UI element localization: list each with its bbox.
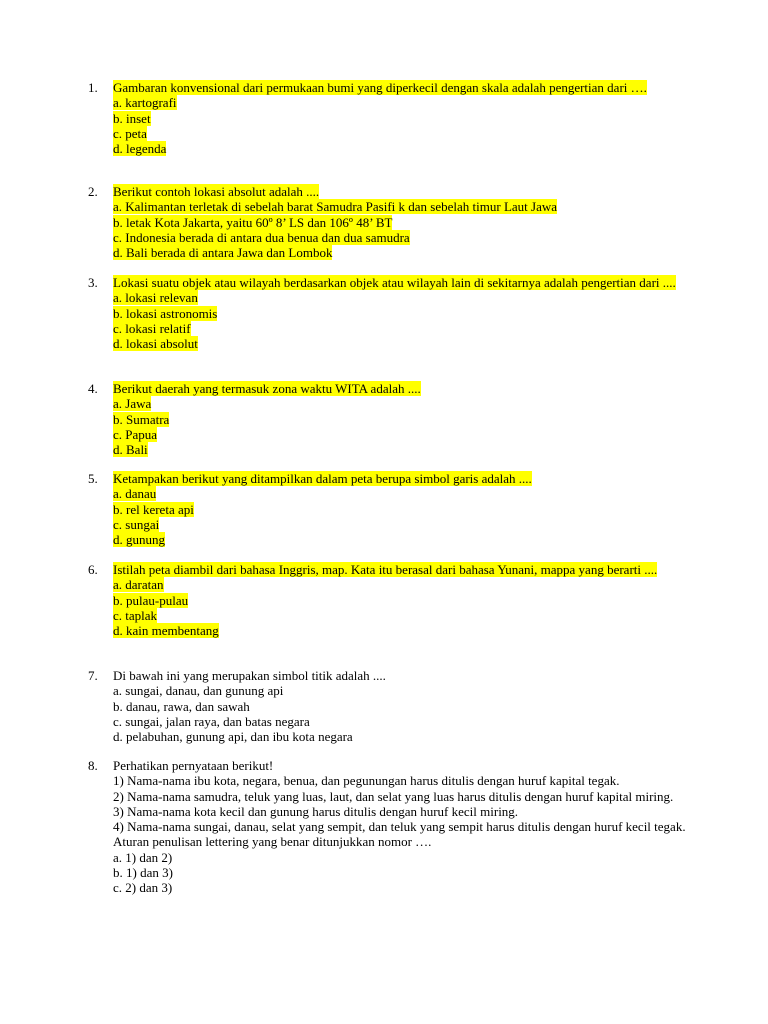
answer-option: a. 1) dan 2) xyxy=(113,849,173,865)
answer-option: c. lokasi relatif xyxy=(113,320,191,336)
answer-option: c. peta xyxy=(113,125,147,141)
answer-option: b. 1) dan 3) xyxy=(113,865,173,881)
question-7 xyxy=(88,668,695,744)
answer-option: a. sungai, danau, dan gunung api xyxy=(113,683,284,699)
question-number: 7. xyxy=(88,668,98,683)
question-stem: Berikut contoh lokasi absolut adalah .... xyxy=(113,184,320,199)
question-number: 3. xyxy=(88,275,98,290)
answer-option: a. Jawa xyxy=(113,396,152,412)
answer-option: d. legenda xyxy=(113,141,167,157)
question-stem: Lokasi suatu objek atau wilayah berdasarkan objek atau wilayah lain di sekitarnya adalah pengertian dari .... xyxy=(113,275,676,290)
question-prompt: Aturan penulisan lettering yang benar ditunjukkan nomor …. xyxy=(113,834,432,850)
answer-option: d. gunung xyxy=(113,532,165,548)
answer-option: a. danau xyxy=(113,486,157,502)
answer-option: c. sungai, jalan raya, dan batas negara xyxy=(113,713,310,729)
answer-option: b. Sumatra xyxy=(113,411,170,427)
answer-option: d. Bali berada di antara Jawa dan Lombok xyxy=(113,245,333,261)
question-5 xyxy=(88,471,695,547)
statement-item: 1) Nama-nama ibu kota, negara, benua, dan pegunungan harus ditulis dengan huruf kapital tegak. xyxy=(113,773,620,789)
answer-option: c. 2) dan 3) xyxy=(113,880,173,896)
answer-option: c. sungai xyxy=(113,516,160,532)
answer-option: b. lokasi astronomis xyxy=(113,305,218,321)
answer-option: c. taplak xyxy=(113,607,158,623)
statement-item: 4) Nama-nama sungai, danau, selat yang sempit, dan teluk yang sempit harus ditulis dengan huruf kecil tegak. xyxy=(113,819,686,835)
question-2 xyxy=(88,184,695,260)
answer-option: d. lokasi absolut xyxy=(113,336,198,352)
answer-option: b. danau, rawa, dan sawah xyxy=(113,698,250,714)
answer-option: a. daratan xyxy=(113,577,164,593)
question-stem: Di bawah ini yang merupakan simbol titik adalah .... xyxy=(113,668,386,683)
question-1 xyxy=(88,80,695,156)
answer-option: d. Bali xyxy=(113,442,148,458)
answer-option: a. kartografi xyxy=(113,95,177,111)
statement-item: 2) Nama-nama samudra, teluk yang luas, laut, dan selat yang luas harus ditulis dengan huruf kapital miring. xyxy=(113,788,674,804)
question-8 xyxy=(88,758,695,896)
answer-option: c. Papua xyxy=(113,426,158,442)
question-stem: Berikut daerah yang termasuk zona waktu WITA adalah .... xyxy=(113,381,421,396)
answer-option: b. letak Kota Jakarta, yaitu 60º 8’ LS dan 106º 48’ BT xyxy=(113,214,393,230)
question-number: 6. xyxy=(88,562,98,577)
answer-option: b. inset xyxy=(113,110,151,126)
answer-option: a. lokasi relevan xyxy=(113,290,198,306)
question-stem: Gambaran konvensional dari permukaan bumi yang diperkecil dengan skala adalah pengertian dari …. xyxy=(113,80,647,95)
answer-option: b. pulau-pulau xyxy=(113,592,189,608)
answer-option: d. pelabuhan, gunung api, dan ibu kota negara xyxy=(113,729,353,745)
question-3 xyxy=(88,275,695,351)
statement-item: 3) Nama-nama kota kecil dan gunung harus ditulis dengan huruf kecil miring. xyxy=(113,803,519,819)
question-stem: Istilah peta diambil dari bahasa Inggris, map. Kata itu berasal dari bahasa Yunani, mappa yang berarti .... xyxy=(113,562,658,577)
question-number: 2. xyxy=(88,184,98,199)
answer-option: a. Kalimantan terletak di sebelah barat Samudra Pasifi k dan sebelah timur Laut Jawa xyxy=(113,199,558,215)
answer-option: c. Indonesia berada di antara dua benua dan dua samudra xyxy=(113,229,410,245)
answer-option: b. rel kereta api xyxy=(113,501,194,517)
question-number: 1. xyxy=(88,80,98,95)
question-number: 8. xyxy=(88,758,98,773)
question-number: 4. xyxy=(88,381,98,396)
answer-option: d. kain membentang xyxy=(113,623,219,639)
question-6 xyxy=(88,562,695,638)
question-stem: Ketampakan berikut yang ditampilkan dalam peta berupa simbol garis adalah .... xyxy=(113,471,532,486)
question-stem: Perhatikan pernyataan berikut! xyxy=(113,758,274,773)
question-4 xyxy=(88,381,695,457)
question-number: 5. xyxy=(88,471,98,486)
